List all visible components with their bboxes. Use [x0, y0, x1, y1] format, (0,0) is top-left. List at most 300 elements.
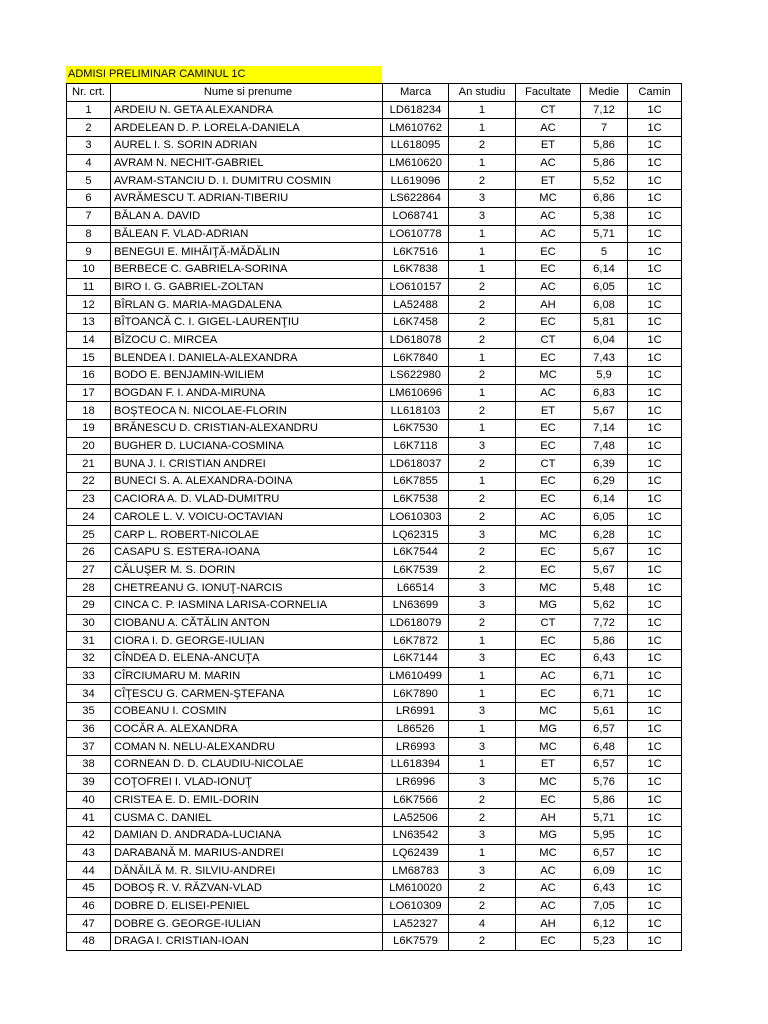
cell-marca[interactable]: LM610020	[383, 879, 449, 897]
cell-medie[interactable]: 6,71	[581, 667, 628, 685]
cell-medie[interactable]: 6,09	[581, 862, 628, 880]
cell-facultate[interactable]: EC	[516, 349, 581, 367]
cell-name[interactable]: ARDELEAN D. P. LORELA-DANIELA	[111, 119, 383, 137]
cell-nr[interactable]: 38	[67, 756, 111, 774]
cell-facultate[interactable]: MC	[516, 526, 581, 544]
cell-marca[interactable]: L6K7539	[383, 561, 449, 579]
cell-nr[interactable]: 41	[67, 809, 111, 827]
cell-name[interactable]: DOBRE D. ELISEI-PENIEL	[111, 897, 383, 915]
cell-name[interactable]: BUNECI S. A. ALEXANDRA-DOINA	[111, 473, 383, 491]
cell-an[interactable]: 3	[449, 703, 516, 721]
cell-marca[interactable]: LL618394	[383, 756, 449, 774]
cell-facultate[interactable]: AC	[516, 862, 581, 880]
cell-nr[interactable]: 21	[67, 455, 111, 473]
sheet-title[interactable]: ADMISI PRELIMINAR CAMINUL 1C	[66, 66, 382, 83]
cell-medie[interactable]: 6,29	[581, 473, 628, 491]
cell-an[interactable]: 1	[449, 720, 516, 738]
cell-name[interactable]: CÎŢESCU G. CARMEN-ŞTEFANA	[111, 685, 383, 703]
cell-camin[interactable]: 1C	[628, 384, 682, 402]
cell-facultate[interactable]: MC	[516, 844, 581, 862]
cell-camin[interactable]: 1C	[628, 473, 682, 491]
cell-name[interactable]: BUNA J. I. CRISTIAN ANDREI	[111, 455, 383, 473]
cell-medie[interactable]: 5,67	[581, 543, 628, 561]
cell-camin[interactable]: 1C	[628, 685, 682, 703]
cell-nr[interactable]: 34	[67, 685, 111, 703]
cell-an[interactable]: 3	[449, 207, 516, 225]
cell-camin[interactable]: 1C	[628, 296, 682, 314]
cell-nr[interactable]: 23	[67, 490, 111, 508]
cell-facultate[interactable]: EC	[516, 437, 581, 455]
cell-name[interactable]: DAMIAN D. ANDRADA-LUCIANA	[111, 826, 383, 844]
cell-marca[interactable]: L6K7458	[383, 313, 449, 331]
cell-medie[interactable]: 7,14	[581, 420, 628, 438]
cell-an[interactable]: 1	[449, 154, 516, 172]
cell-medie[interactable]: 5,9	[581, 367, 628, 385]
cell-marca[interactable]: LL619096	[383, 172, 449, 190]
cell-name[interactable]: BODO E. BENJAMIN-WILIEM	[111, 367, 383, 385]
cell-marca[interactable]: L6K7838	[383, 260, 449, 278]
cell-facultate[interactable]: AC	[516, 278, 581, 296]
cell-nr[interactable]: 30	[67, 614, 111, 632]
cell-facultate[interactable]: AC	[516, 508, 581, 526]
cell-nr[interactable]: 16	[67, 367, 111, 385]
cell-facultate[interactable]: ET	[516, 137, 581, 155]
cell-name[interactable]: CĂLUŞER M. S. DORIN	[111, 561, 383, 579]
cell-facultate[interactable]: EC	[516, 260, 581, 278]
cell-name[interactable]: CHETREANU G. IONUŢ-NARCIS	[111, 579, 383, 597]
cell-camin[interactable]: 1C	[628, 720, 682, 738]
cell-name[interactable]: AUREL I. S. SORIN ADRIAN	[111, 137, 383, 155]
cell-facultate[interactable]: MC	[516, 703, 581, 721]
cell-an[interactable]: 1	[449, 225, 516, 243]
cell-name[interactable]: AVRAM N. NECHIT-GABRIEL	[111, 154, 383, 172]
cell-medie[interactable]: 6,04	[581, 331, 628, 349]
cell-facultate[interactable]: AC	[516, 154, 581, 172]
cell-name[interactable]: CIORA I. D. GEORGE-IULIAN	[111, 632, 383, 650]
cell-facultate[interactable]: MC	[516, 773, 581, 791]
cell-medie[interactable]: 6,57	[581, 720, 628, 738]
cell-an[interactable]: 3	[449, 826, 516, 844]
cell-name[interactable]: DĂNĂILĂ M. R. SILVIU-ANDREI	[111, 862, 383, 880]
cell-facultate[interactable]: MC	[516, 190, 581, 208]
cell-an[interactable]: 1	[449, 632, 516, 650]
cell-nr[interactable]: 8	[67, 225, 111, 243]
cell-an[interactable]: 3	[449, 650, 516, 668]
cell-nr[interactable]: 9	[67, 243, 111, 261]
cell-an[interactable]: 1	[449, 667, 516, 685]
cell-facultate[interactable]: AC	[516, 207, 581, 225]
cell-medie[interactable]: 6,12	[581, 915, 628, 933]
cell-nr[interactable]: 28	[67, 579, 111, 597]
cell-medie[interactable]: 6,05	[581, 278, 628, 296]
cell-an[interactable]: 2	[449, 791, 516, 809]
cell-an[interactable]: 1	[449, 420, 516, 438]
cell-camin[interactable]: 1C	[628, 915, 682, 933]
cell-medie[interactable]: 5,86	[581, 632, 628, 650]
cell-an[interactable]: 1	[449, 473, 516, 491]
cell-camin[interactable]: 1C	[628, 367, 682, 385]
cell-nr[interactable]: 40	[67, 791, 111, 809]
cell-name[interactable]: CACIORA A. D. VLAD-DUMITRU	[111, 490, 383, 508]
cell-nr[interactable]: 13	[67, 313, 111, 331]
cell-name[interactable]: BOGDAN F. I. ANDA-MIRUNA	[111, 384, 383, 402]
cell-medie[interactable]: 6,43	[581, 650, 628, 668]
cell-marca[interactable]: LL618103	[383, 402, 449, 420]
cell-marca[interactable]: LO610303	[383, 508, 449, 526]
header-nume-prenume[interactable]: Nume si prenume	[111, 84, 383, 102]
cell-camin[interactable]: 1C	[628, 190, 682, 208]
cell-name[interactable]: CINCA C. P. IASMINA LARISA-CORNELIA	[111, 596, 383, 614]
cell-name[interactable]: BUGHER D. LUCIANA-COSMINA	[111, 437, 383, 455]
cell-facultate[interactable]: EC	[516, 685, 581, 703]
cell-nr[interactable]: 19	[67, 420, 111, 438]
cell-marca[interactable]: LO610157	[383, 278, 449, 296]
cell-facultate[interactable]: MG	[516, 720, 581, 738]
cell-marca[interactable]: L6K7516	[383, 243, 449, 261]
cell-an[interactable]: 2	[449, 897, 516, 915]
cell-medie[interactable]: 5,48	[581, 579, 628, 597]
cell-facultate[interactable]: AC	[516, 225, 581, 243]
header-facultate[interactable]: Facultate	[516, 84, 581, 102]
cell-name[interactable]: CRISTEA E. D. EMIL-DORIN	[111, 791, 383, 809]
cell-marca[interactable]: LO610309	[383, 897, 449, 915]
cell-medie[interactable]: 7,72	[581, 614, 628, 632]
cell-nr[interactable]: 24	[67, 508, 111, 526]
cell-an[interactable]: 2	[449, 933, 516, 951]
cell-name[interactable]: CUSMA C. DANIEL	[111, 809, 383, 827]
cell-medie[interactable]: 6,14	[581, 490, 628, 508]
cell-nr[interactable]: 33	[67, 667, 111, 685]
cell-camin[interactable]: 1C	[628, 243, 682, 261]
cell-name[interactable]: BÎTOANCĂ C. I. GIGEL-LAURENŢIU	[111, 313, 383, 331]
cell-an[interactable]: 3	[449, 738, 516, 756]
cell-facultate[interactable]: MC	[516, 579, 581, 597]
cell-an[interactable]: 2	[449, 313, 516, 331]
cell-camin[interactable]: 1C	[628, 225, 682, 243]
cell-marca[interactable]: LN63699	[383, 596, 449, 614]
cell-marca[interactable]: LM610762	[383, 119, 449, 137]
cell-nr[interactable]: 11	[67, 278, 111, 296]
cell-camin[interactable]: 1C	[628, 137, 682, 155]
cell-camin[interactable]: 1C	[628, 119, 682, 137]
cell-facultate[interactable]: CT	[516, 455, 581, 473]
cell-marca[interactable]: LR6993	[383, 738, 449, 756]
cell-camin[interactable]: 1C	[628, 101, 682, 119]
cell-medie[interactable]: 6,57	[581, 756, 628, 774]
cell-facultate[interactable]: CT	[516, 331, 581, 349]
cell-camin[interactable]: 1C	[628, 313, 682, 331]
cell-an[interactable]: 2	[449, 331, 516, 349]
cell-camin[interactable]: 1C	[628, 437, 682, 455]
cell-an[interactable]: 1	[449, 756, 516, 774]
cell-marca[interactable]: L6K7530	[383, 420, 449, 438]
cell-facultate[interactable]: MC	[516, 367, 581, 385]
cell-marca[interactable]: LD618078	[383, 331, 449, 349]
header-an-studiu[interactable]: An studiu	[449, 84, 516, 102]
cell-facultate[interactable]: EC	[516, 243, 581, 261]
cell-camin[interactable]: 1C	[628, 773, 682, 791]
cell-medie[interactable]: 6,83	[581, 384, 628, 402]
cell-an[interactable]: 2	[449, 296, 516, 314]
cell-marca[interactable]: LA52488	[383, 296, 449, 314]
cell-marca[interactable]: LD618234	[383, 101, 449, 119]
cell-name[interactable]: BIRO I. G. GABRIEL-ZOLTAN	[111, 278, 383, 296]
cell-an[interactable]: 2	[449, 172, 516, 190]
cell-marca[interactable]: L86526	[383, 720, 449, 738]
cell-camin[interactable]: 1C	[628, 420, 682, 438]
cell-nr[interactable]: 17	[67, 384, 111, 402]
cell-nr[interactable]: 20	[67, 437, 111, 455]
cell-medie[interactable]: 7,12	[581, 101, 628, 119]
cell-nr[interactable]: 45	[67, 879, 111, 897]
cell-marca[interactable]: L6K7544	[383, 543, 449, 561]
cell-medie[interactable]: 6,86	[581, 190, 628, 208]
cell-nr[interactable]: 31	[67, 632, 111, 650]
cell-medie[interactable]: 5,67	[581, 402, 628, 420]
cell-camin[interactable]: 1C	[628, 508, 682, 526]
header-medie[interactable]: Medie	[581, 84, 628, 102]
cell-an[interactable]: 3	[449, 437, 516, 455]
cell-camin[interactable]: 1C	[628, 207, 682, 225]
cell-marca[interactable]: LQ62439	[383, 844, 449, 862]
cell-camin[interactable]: 1C	[628, 260, 682, 278]
cell-an[interactable]: 1	[449, 119, 516, 137]
cell-nr[interactable]: 39	[67, 773, 111, 791]
cell-medie[interactable]: 5,23	[581, 933, 628, 951]
cell-medie[interactable]: 6,57	[581, 844, 628, 862]
header-nr-crt[interactable]: Nr. crt.	[67, 84, 111, 102]
cell-an[interactable]: 1	[449, 685, 516, 703]
cell-facultate[interactable]: AH	[516, 296, 581, 314]
cell-camin[interactable]: 1C	[628, 738, 682, 756]
cell-camin[interactable]: 1C	[628, 331, 682, 349]
cell-medie[interactable]: 6,08	[581, 296, 628, 314]
cell-marca[interactable]: LA52327	[383, 915, 449, 933]
cell-nr[interactable]: 32	[67, 650, 111, 668]
cell-name[interactable]: BĂLEAN F. VLAD-ADRIAN	[111, 225, 383, 243]
cell-nr[interactable]: 48	[67, 933, 111, 951]
cell-facultate[interactable]: AC	[516, 897, 581, 915]
cell-name[interactable]: CAROLE L. V. VOICU-OCTAVIAN	[111, 508, 383, 526]
cell-name[interactable]: DRAGA I. CRISTIAN-IOAN	[111, 933, 383, 951]
cell-nr[interactable]: 22	[67, 473, 111, 491]
cell-nr[interactable]: 5	[67, 172, 111, 190]
cell-medie[interactable]: 6,43	[581, 879, 628, 897]
cell-facultate[interactable]: AH	[516, 809, 581, 827]
cell-an[interactable]: 1	[449, 101, 516, 119]
cell-medie[interactable]: 6,71	[581, 685, 628, 703]
cell-marca[interactable]: LA52506	[383, 809, 449, 827]
cell-nr[interactable]: 46	[67, 897, 111, 915]
cell-medie[interactable]: 6,28	[581, 526, 628, 544]
cell-facultate[interactable]: AC	[516, 879, 581, 897]
header-camin[interactable]: Camin	[628, 84, 682, 102]
cell-nr[interactable]: 25	[67, 526, 111, 544]
cell-nr[interactable]: 3	[67, 137, 111, 155]
cell-nr[interactable]: 18	[67, 402, 111, 420]
cell-medie[interactable]: 5,86	[581, 791, 628, 809]
cell-camin[interactable]: 1C	[628, 862, 682, 880]
cell-nr[interactable]: 26	[67, 543, 111, 561]
cell-an[interactable]: 3	[449, 190, 516, 208]
cell-nr[interactable]: 4	[67, 154, 111, 172]
cell-marca[interactable]: LM68783	[383, 862, 449, 880]
cell-facultate[interactable]: AC	[516, 384, 581, 402]
cell-an[interactable]: 2	[449, 543, 516, 561]
cell-facultate[interactable]: MG	[516, 826, 581, 844]
cell-medie[interactable]: 6,05	[581, 508, 628, 526]
cell-medie[interactable]: 7,05	[581, 897, 628, 915]
cell-camin[interactable]: 1C	[628, 349, 682, 367]
cell-camin[interactable]: 1C	[628, 632, 682, 650]
cell-camin[interactable]: 1C	[628, 667, 682, 685]
cell-name[interactable]: CASAPU S. ESTERA-IOANA	[111, 543, 383, 561]
cell-camin[interactable]: 1C	[628, 826, 682, 844]
cell-camin[interactable]: 1C	[628, 844, 682, 862]
cell-name[interactable]: CÎNDEA D. ELENA-ANCUŢA	[111, 650, 383, 668]
cell-name[interactable]: BÎZOCU C. MIRCEA	[111, 331, 383, 349]
cell-marca[interactable]: LQ62315	[383, 526, 449, 544]
cell-medie[interactable]: 7,43	[581, 349, 628, 367]
cell-marca[interactable]: LO610778	[383, 225, 449, 243]
cell-facultate[interactable]: AC	[516, 119, 581, 137]
cell-camin[interactable]: 1C	[628, 809, 682, 827]
cell-marca[interactable]: L6K7579	[383, 933, 449, 951]
cell-marca[interactable]: LN63542	[383, 826, 449, 844]
cell-medie[interactable]: 5,71	[581, 809, 628, 827]
cell-medie[interactable]: 5,52	[581, 172, 628, 190]
cell-camin[interactable]: 1C	[628, 490, 682, 508]
cell-nr[interactable]: 10	[67, 260, 111, 278]
cell-name[interactable]: AVRAM-STANCIU D. I. DUMITRU COSMIN	[111, 172, 383, 190]
cell-camin[interactable]: 1C	[628, 933, 682, 951]
cell-marca[interactable]: L6K7118	[383, 437, 449, 455]
cell-an[interactable]: 2	[449, 809, 516, 827]
cell-an[interactable]: 1	[449, 260, 516, 278]
cell-an[interactable]: 3	[449, 596, 516, 614]
cell-name[interactable]: BERBECE C. GABRIELA-SORINA	[111, 260, 383, 278]
cell-nr[interactable]: 15	[67, 349, 111, 367]
cell-facultate[interactable]: EC	[516, 650, 581, 668]
cell-camin[interactable]: 1C	[628, 543, 682, 561]
cell-name[interactable]: CÎRCIUMARU M. MARIN	[111, 667, 383, 685]
cell-marca[interactable]: LR6996	[383, 773, 449, 791]
cell-an[interactable]: 3	[449, 773, 516, 791]
cell-an[interactable]: 3	[449, 579, 516, 597]
cell-marca[interactable]: LS622980	[383, 367, 449, 385]
header-marca[interactable]: Marca	[383, 84, 449, 102]
cell-name[interactable]: CIOBANU A. CĂTĂLIN ANTON	[111, 614, 383, 632]
cell-an[interactable]: 2	[449, 402, 516, 420]
cell-facultate[interactable]: EC	[516, 933, 581, 951]
cell-camin[interactable]: 1C	[628, 561, 682, 579]
cell-nr[interactable]: 36	[67, 720, 111, 738]
cell-name[interactable]: BOŞTEOCA N. NICOLAE-FLORIN	[111, 402, 383, 420]
cell-nr[interactable]: 43	[67, 844, 111, 862]
cell-facultate[interactable]: EC	[516, 632, 581, 650]
cell-facultate[interactable]: ET	[516, 402, 581, 420]
cell-facultate[interactable]: EC	[516, 473, 581, 491]
cell-facultate[interactable]: EC	[516, 313, 581, 331]
cell-medie[interactable]: 6,39	[581, 455, 628, 473]
cell-name[interactable]: COBEANU I. COSMIN	[111, 703, 383, 721]
cell-facultate[interactable]: CT	[516, 614, 581, 632]
cell-facultate[interactable]: AH	[516, 915, 581, 933]
cell-name[interactable]: DARABANĂ M. MARIUS-ANDREI	[111, 844, 383, 862]
cell-camin[interactable]: 1C	[628, 579, 682, 597]
cell-marca[interactable]: L6K7872	[383, 632, 449, 650]
cell-medie[interactable]: 6,48	[581, 738, 628, 756]
cell-nr[interactable]: 35	[67, 703, 111, 721]
cell-nr[interactable]: 7	[67, 207, 111, 225]
cell-marca[interactable]: LD618079	[383, 614, 449, 632]
cell-marca[interactable]: L6K7144	[383, 650, 449, 668]
cell-an[interactable]: 3	[449, 526, 516, 544]
cell-medie[interactable]: 5,61	[581, 703, 628, 721]
cell-facultate[interactable]: MC	[516, 738, 581, 756]
cell-facultate[interactable]: ET	[516, 172, 581, 190]
cell-medie[interactable]: 5,76	[581, 773, 628, 791]
cell-name[interactable]: CORNEAN D. D. CLAUDIU-NICOLAE	[111, 756, 383, 774]
cell-medie[interactable]: 5,95	[581, 826, 628, 844]
cell-an[interactable]: 1	[449, 349, 516, 367]
cell-marca[interactable]: LR6991	[383, 703, 449, 721]
cell-camin[interactable]: 1C	[628, 650, 682, 668]
cell-an[interactable]: 2	[449, 490, 516, 508]
cell-name[interactable]: COŢOFREI I. VLAD-IONUŢ	[111, 773, 383, 791]
cell-an[interactable]: 2	[449, 137, 516, 155]
cell-facultate[interactable]: EC	[516, 490, 581, 508]
cell-name[interactable]: CARP L. ROBERT-NICOLAE	[111, 526, 383, 544]
cell-name[interactable]: BLENDEA I. DANIELA-ALEXANDRA	[111, 349, 383, 367]
cell-marca[interactable]: LO68741	[383, 207, 449, 225]
cell-camin[interactable]: 1C	[628, 897, 682, 915]
cell-an[interactable]: 1	[449, 384, 516, 402]
cell-marca[interactable]: LM610696	[383, 384, 449, 402]
cell-camin[interactable]: 1C	[628, 278, 682, 296]
cell-medie[interactable]: 6,14	[581, 260, 628, 278]
cell-marca[interactable]: LD618037	[383, 455, 449, 473]
cell-an[interactable]: 2	[449, 561, 516, 579]
cell-nr[interactable]: 44	[67, 862, 111, 880]
cell-nr[interactable]: 6	[67, 190, 111, 208]
cell-an[interactable]: 2	[449, 879, 516, 897]
cell-name[interactable]: COMAN N. NELU-ALEXANDRU	[111, 738, 383, 756]
cell-name[interactable]: BENEGUI E. MIHĂIŢĂ-MĂDĂLIN	[111, 243, 383, 261]
cell-facultate[interactable]: MG	[516, 596, 581, 614]
cell-an[interactable]: 2	[449, 278, 516, 296]
cell-facultate[interactable]: EC	[516, 420, 581, 438]
cell-name[interactable]: BRĂNESCU D. CRISTIAN-ALEXANDRU	[111, 420, 383, 438]
cell-nr[interactable]: 47	[67, 915, 111, 933]
cell-name[interactable]: DOBOŞ R. V. RĂZVAN-VLAD	[111, 879, 383, 897]
cell-nr[interactable]: 2	[67, 119, 111, 137]
cell-marca[interactable]: L6K7566	[383, 791, 449, 809]
cell-facultate[interactable]: EC	[516, 543, 581, 561]
cell-an[interactable]: 2	[449, 367, 516, 385]
cell-nr[interactable]: 29	[67, 596, 111, 614]
cell-medie[interactable]: 5,62	[581, 596, 628, 614]
cell-marca[interactable]: L6K7855	[383, 473, 449, 491]
cell-medie[interactable]: 5,38	[581, 207, 628, 225]
cell-name[interactable]: BĂLAN A. DAVID	[111, 207, 383, 225]
cell-marca[interactable]: LS622864	[383, 190, 449, 208]
cell-camin[interactable]: 1C	[628, 154, 682, 172]
cell-name[interactable]: COCĂR A. ALEXANDRA	[111, 720, 383, 738]
cell-camin[interactable]: 1C	[628, 879, 682, 897]
cell-medie[interactable]: 7	[581, 119, 628, 137]
cell-camin[interactable]: 1C	[628, 596, 682, 614]
